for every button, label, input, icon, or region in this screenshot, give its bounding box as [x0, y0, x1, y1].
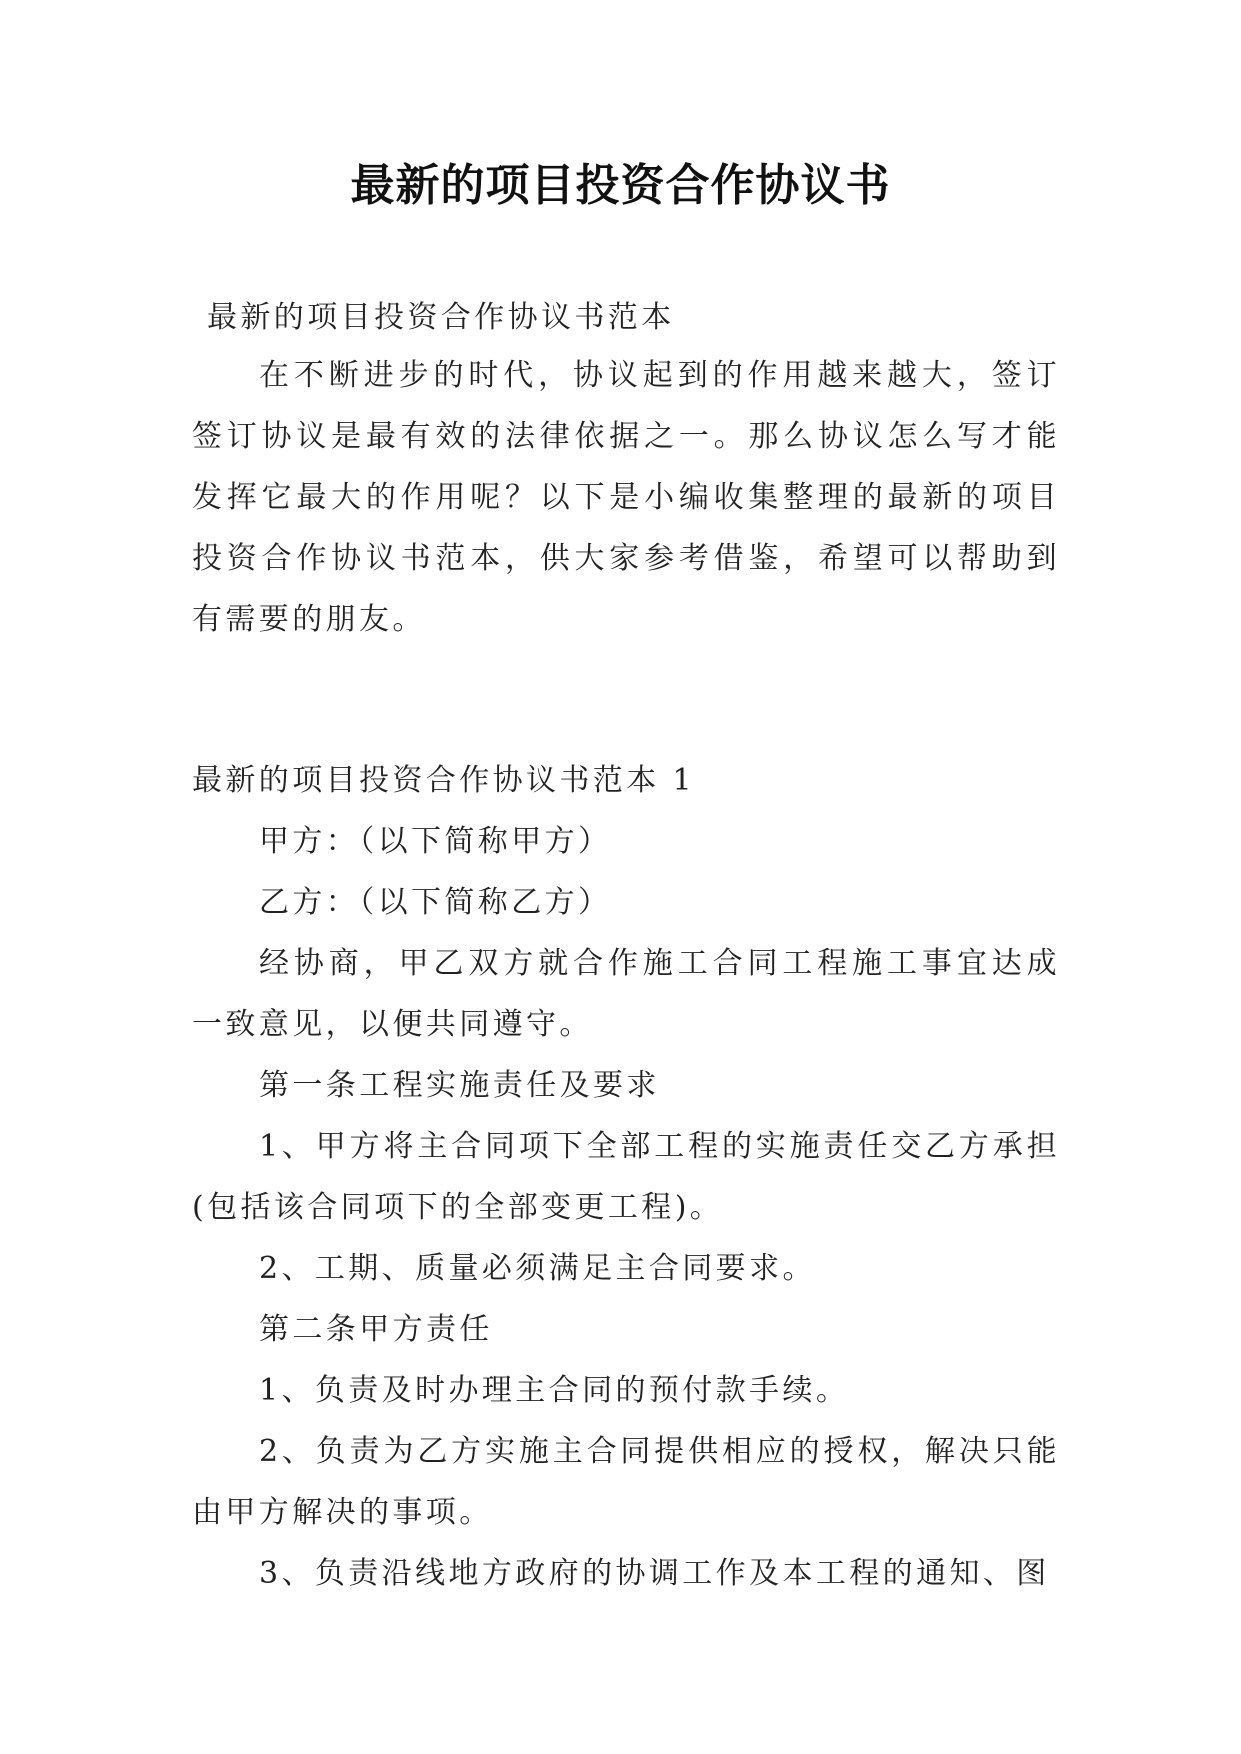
article-2-item-1: 1、负责及时办理主合同的预付款手续。: [259, 1373, 850, 1408]
sample-section: [192, 750, 1060, 1604]
article-1-heading: 第一条工程实施责任及要求: [259, 1068, 660, 1103]
article-2-heading: 第二条甲方责任: [259, 1312, 493, 1347]
document-subtitle: 最新的项目投资合作协议书范本: [207, 300, 675, 335]
article-1-item-2: 2、工期、质量必须满足主合同要求。: [259, 1251, 816, 1286]
agreement-preamble: 经协商，甲乙双方就合作施工合同工程施工事宜达成一致意见，以便共同遵守。: [192, 946, 1060, 1042]
sample-heading: 最新的项目投资合作协议书范本 1: [192, 763, 696, 798]
article-2-item-2: 2、负责为乙方实施主合同提供相应的授权，解决只能由甲方解决的事项。: [192, 1434, 1060, 1530]
intro-paragraph: 在不断进步的时代，协议起到的作用越来越大，签订签订协议是最有效的法律依据之一。那么协议怎么写才能发挥它最大的作用呢？以下是小编收集整理的最新的项目投资合作协议书范本，供大家参考借鉴，希望可以帮助到有需要的朋友。: [192, 358, 1060, 637]
party-b-line: 乙方：（以下简称乙方）: [259, 885, 612, 920]
article-1-item-1: 1、甲方将主合同项下全部工程的实施责任交乙方承担(包括该合同项下的全部变更工程)。: [192, 1129, 1060, 1225]
intro-block: [192, 345, 1060, 650]
document-title: 最新的项目投资合作协议书: [350, 160, 891, 211]
article-2-item-3: 3、负责沿线地方政府的协调工作及本工程的通知、图: [259, 1556, 1050, 1591]
party-a-line: 甲方：（以下简称甲方）: [259, 824, 612, 859]
